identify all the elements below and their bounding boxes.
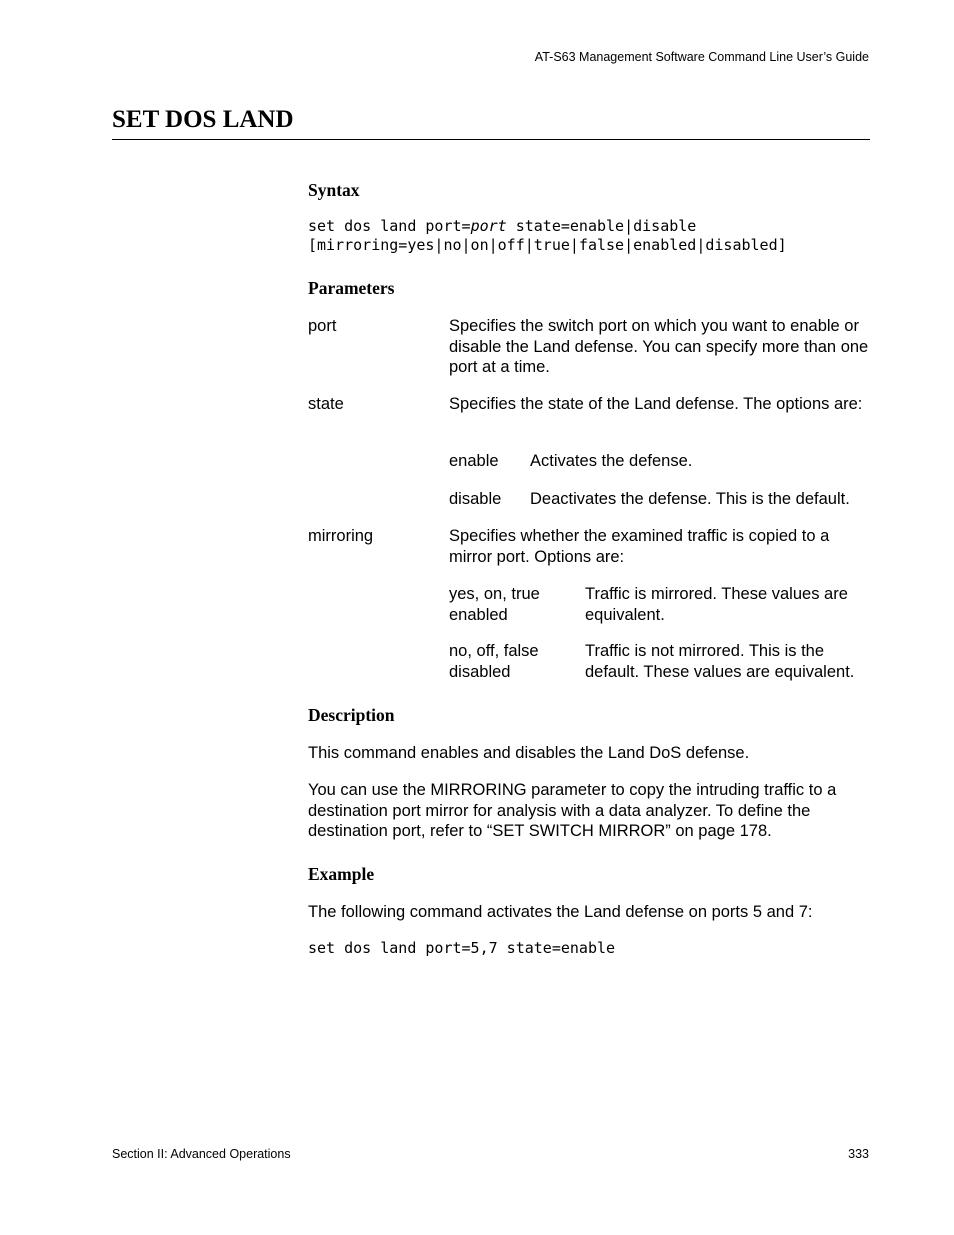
page-title: SET DOS LAND	[112, 106, 294, 133]
title-rule	[112, 139, 870, 140]
parameters-heading: Parameters	[308, 278, 395, 298]
syntax-line-2: [mirroring=yes|no|on|off|true|false|enabled|disabled]	[308, 236, 787, 254]
syntax-port-placeholder: port	[470, 217, 507, 235]
description-paragraph: You can use the MIRRORING parameter to copy the intruding traffic to a destination port mirror for analysis with a data analyzer. To define the destination port, refer to “SET SWITCH MIRROR” on page 178.	[308, 781, 837, 840]
state-option-value: disable	[449, 490, 502, 508]
running-header: AT-S63 Management Software Command Line User’s Guide	[534, 50, 869, 64]
state-option-value: enable	[449, 452, 499, 470]
description-heading: Description	[308, 705, 395, 725]
param-mirroring-name: mirroring	[308, 527, 374, 545]
example-heading: Example	[308, 864, 375, 884]
mirroring-option-text: Traffic is not mirrored. This is the default. These values are equivalent.	[585, 642, 855, 681]
param-port-name: port	[308, 317, 337, 335]
param-mirroring-description: Specifies whether the examined traffic is copied to a mirror port. Options are:	[449, 527, 830, 566]
footer-section: Section II: Advanced Operations	[112, 1147, 291, 1161]
syntax-line-1	[308, 217, 696, 235]
example-command: set dos land port=5,7 state=enable	[308, 939, 616, 957]
state-option-text: Deactivates the defense. This is the default.	[530, 490, 850, 508]
syntax-suffix: state=enable|disable	[506, 217, 697, 235]
mirroring-option-value-line: no, off, false	[449, 642, 539, 660]
param-state-name: state	[308, 395, 344, 413]
description-paragraph: This command enables and disables the Land DoS defense.	[308, 744, 750, 762]
mirroring-option-value	[449, 641, 579, 682]
mirroring-option-text: Traffic is mirrored. These values are equivalent.	[585, 585, 848, 624]
param-port-description: Specifies the switch port on which you want to enable or disable the Land defense. You can specify more than one port at a time.	[449, 317, 869, 376]
syntax-heading: Syntax	[308, 180, 360, 200]
mirroring-option-value-line: enabled	[449, 605, 508, 624]
param-state-description: Specifies the state of the Land defense. The options are:	[449, 395, 863, 413]
state-option-text: Activates the defense.	[530, 452, 693, 470]
mirroring-option-value-line: disabled	[449, 662, 511, 681]
syntax-prefix: set dos land port=	[308, 217, 471, 235]
mirroring-option-value	[449, 584, 579, 625]
mirroring-option-value-line: yes, on, true	[449, 585, 540, 603]
footer-page-number: 333	[848, 1147, 869, 1161]
example-intro: The following command activates the Land defense on ports 5 and 7:	[308, 903, 813, 921]
